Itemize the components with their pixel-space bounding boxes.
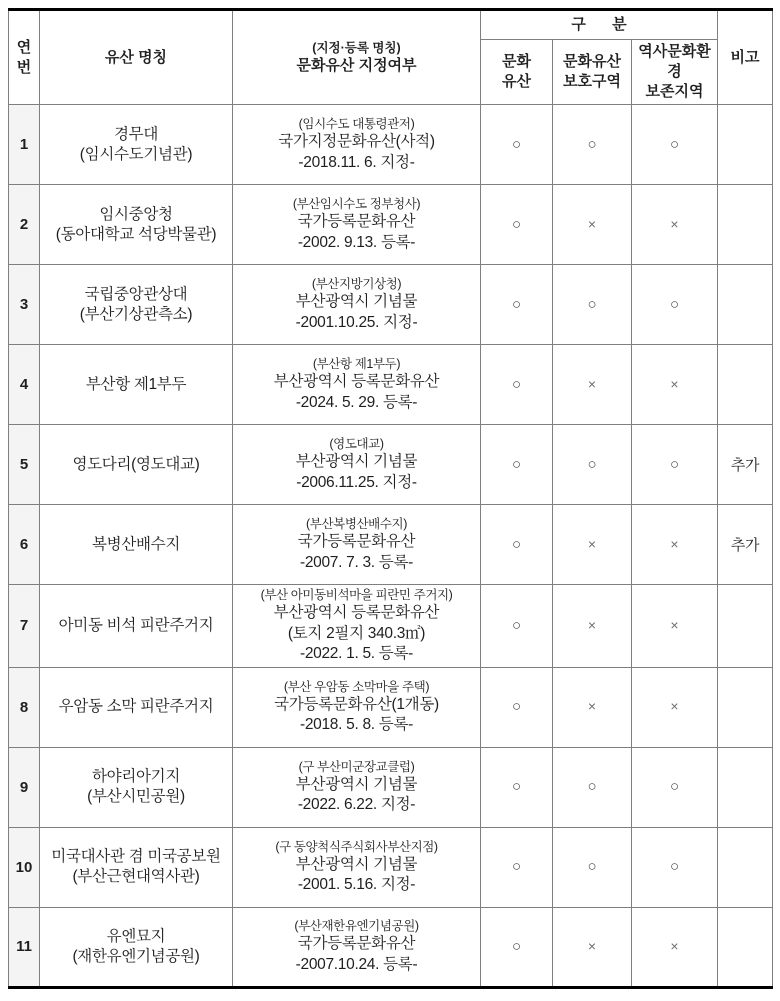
heritage-mark: ○ [511, 616, 522, 634]
heritage-name-line: 하야리아기지 [91, 768, 181, 785]
cell-no [9, 265, 40, 345]
preservation-area-mark: × [670, 616, 679, 633]
table-row [9, 505, 773, 585]
designation-detail-line: -2018. 5. 8. 등록- [299, 716, 414, 733]
cell-designation [233, 345, 481, 425]
designation-alias-line: (영도대교) [329, 437, 384, 451]
cell-no [9, 345, 40, 425]
row-number: 8 [19, 698, 29, 716]
cell-mark-protection-zone [553, 425, 632, 505]
cell-name [40, 185, 233, 265]
note-text: 추가 [730, 457, 760, 474]
col-header-group [481, 10, 718, 40]
designation-detail-line: 국가등록문화유산(1개동) [274, 695, 439, 713]
protection-zone-mark: × [587, 698, 597, 714]
cell-name [40, 105, 233, 185]
heritage-mark: ○ [511, 535, 522, 553]
table-row [9, 345, 773, 425]
heritage-name-line: (부산시민공원) [87, 788, 185, 805]
designation-detail-line: 국가등록문화유산 [297, 213, 416, 230]
cell-note [718, 185, 773, 265]
cell-name [40, 667, 233, 747]
heritage-name-line: (임시수도기념관) [79, 145, 193, 163]
cell-note [718, 827, 773, 907]
designation-detail-line: 국가등록문화유산 [297, 935, 416, 952]
cell-note [718, 105, 773, 185]
table-row [9, 185, 773, 265]
cell-designation [233, 585, 481, 668]
heritage-name-line: 영도다리(영도대교) [72, 455, 200, 473]
designation-detail-line: -2024. 5. 29. 등록- [295, 393, 418, 411]
cell-mark-heritage [481, 667, 553, 747]
col-header-heritage-line1: 문화 [502, 53, 531, 70]
cell-note [718, 747, 773, 827]
heritage-name-line: (동아대학교 석당박물관) [55, 225, 217, 243]
designation-alias-line: (부산임시수도 정부청사) [292, 197, 421, 211]
cell-mark-protection-zone [553, 505, 632, 585]
cell-mark-preservation-area [632, 345, 718, 425]
cell-no [9, 585, 40, 668]
table-row [9, 667, 773, 747]
cell-mark-preservation-area [632, 667, 718, 747]
designation-detail-line: 부산광역시 기념물 [295, 855, 418, 873]
row-number: 5 [19, 456, 29, 473]
cell-note [718, 425, 773, 505]
designation-alias-line: (부산복병산배수지) [306, 517, 407, 531]
table-row [9, 585, 773, 668]
preservation-area-mark: ○ [669, 135, 680, 153]
designation-detail-line: 부산광역시 등록문화유산 [273, 604, 440, 621]
designation-detail-line: 부산광역시 기념물 [295, 293, 418, 310]
cell-mark-heritage [481, 907, 553, 987]
table-row [9, 425, 773, 505]
cell-note [718, 505, 773, 585]
designation-alias-line: (구 부산미군장교클럽) [298, 759, 415, 774]
heritage-name-line: 경무대 [113, 125, 159, 143]
cell-mark-heritage [481, 585, 553, 668]
table-row [9, 907, 773, 987]
cell-no [9, 747, 40, 827]
cell-mark-heritage [481, 265, 553, 345]
heritage-mark: ○ [511, 295, 522, 313]
heritage-mark: ○ [511, 937, 522, 955]
col-header-protection-zone [553, 40, 632, 105]
row-number: 1 [19, 136, 29, 153]
row-number: 3 [19, 296, 29, 313]
cell-mark-preservation-area [632, 425, 718, 505]
cell-mark-protection-zone [553, 265, 632, 345]
row-number: 9 [19, 778, 29, 796]
heritage-name-line: 아미동 비석 피란주거지 [58, 616, 214, 634]
cell-name [40, 505, 233, 585]
cell-name [40, 907, 233, 987]
group-label: 구 분 [571, 16, 627, 33]
designation-alias-line: (부산 우암동 소막마을 주택) [283, 679, 430, 694]
col-header-designation-main: 문화유산 지정여부 [296, 56, 417, 74]
cell-designation [233, 265, 481, 345]
preservation-area-mark: × [670, 535, 679, 552]
protection-zone-mark: × [587, 937, 597, 954]
designation-alias-line: (부산 아미동비석마을 피란민 주거지) [260, 588, 453, 602]
designation-detail-line: -2002. 9.13. 등록- [297, 233, 416, 251]
preservation-area-mark: × [670, 215, 679, 232]
heritage-name-line: 임시중앙청 [99, 205, 173, 223]
note-text: 추가 [730, 537, 760, 554]
protection-zone-mark: ○ [587, 858, 597, 875]
designation-detail-line: -2007. 7. 3. 등록- [299, 553, 414, 571]
designation-alias-line: (부산항 제1부두) [312, 357, 401, 371]
cell-mark-protection-zone [553, 667, 632, 747]
cell-mark-heritage [481, 425, 553, 505]
cell-mark-heritage [481, 747, 553, 827]
protection-zone-mark: ○ [587, 135, 597, 153]
cell-designation [233, 747, 481, 827]
designation-alias-line: (부산재한유엔기념공원) [294, 919, 419, 933]
protection-zone-mark: ○ [587, 295, 597, 313]
table-header [9, 10, 773, 105]
cell-designation [233, 105, 481, 185]
cell-mark-protection-zone [553, 185, 632, 265]
cell-designation [233, 425, 481, 505]
cell-no [9, 827, 40, 907]
preservation-area-mark: × [670, 698, 679, 714]
heritage-name-line: (부산기상관측소) [79, 305, 193, 323]
cell-mark-preservation-area [632, 747, 718, 827]
heritage-mark: ○ [511, 455, 522, 473]
designation-detail-line: -2022. 1. 5. 등록- [299, 645, 414, 662]
cell-designation [233, 827, 481, 907]
cell-no [9, 105, 40, 185]
preservation-area-mark: ○ [669, 455, 680, 473]
preservation-area-mark: × [670, 937, 679, 954]
designation-detail-line: 부산광역시 기념물 [295, 775, 418, 793]
table-row [9, 827, 773, 907]
designation-detail-line: (토지 2필지 340.3㎡) [287, 624, 426, 642]
cell-mark-heritage [481, 185, 553, 265]
cell-note [718, 265, 773, 345]
cell-name [40, 345, 233, 425]
designation-alias-line: (임시수도 대통령관저) [298, 117, 415, 131]
designation-detail-line: 국가지정문화유산(사적) [278, 133, 435, 150]
col-header-name: 유산 명칭 [40, 10, 233, 105]
protection-zone-mark: ○ [587, 455, 597, 473]
table-row [9, 105, 773, 185]
heritage-mark: ○ [511, 698, 522, 715]
table-row [9, 265, 773, 345]
cell-note [718, 585, 773, 668]
cell-mark-preservation-area [632, 827, 718, 907]
cell-mark-preservation-area [632, 265, 718, 345]
heritage-name-line: 유엔묘지 [106, 927, 166, 945]
cell-mark-heritage [481, 345, 553, 425]
heritage-name-line: (재한유엔기념공원) [72, 947, 200, 965]
designation-alias-line: (구 동양척식주식회사부산지점) [275, 839, 438, 854]
col-header-heritage [481, 40, 553, 105]
cell-designation [233, 907, 481, 987]
protection-zone-mark: × [587, 616, 597, 633]
cell-mark-protection-zone [553, 747, 632, 827]
cell-mark-preservation-area [632, 105, 718, 185]
heritage-mark: ○ [511, 215, 522, 233]
preservation-area-mark: × [670, 375, 679, 392]
preservation-area-mark: ○ [669, 295, 680, 313]
designation-detail-line: 부산광역시 기념물 [295, 453, 418, 470]
heritage-name-line: (부산근현대역사관) [72, 868, 200, 885]
cell-mark-heritage [481, 827, 553, 907]
cell-mark-heritage [481, 105, 553, 185]
row-number: 10 [15, 858, 33, 876]
cell-name [40, 585, 233, 668]
heritage-mark: ○ [511, 858, 522, 875]
cell-mark-protection-zone [553, 585, 632, 668]
cell-mark-preservation-area [632, 505, 718, 585]
cell-designation [233, 667, 481, 747]
col-header-designation [233, 10, 481, 105]
col-header-protection-line1: 문화유산 [563, 53, 621, 70]
cell-name [40, 827, 233, 907]
cell-mark-heritage [481, 505, 553, 585]
row-number: 11 [16, 938, 32, 955]
cell-no [9, 907, 40, 987]
heritage-name-line: 부산항 제1부두 [85, 375, 187, 393]
cell-designation [233, 505, 481, 585]
row-number: 6 [19, 536, 29, 553]
designation-detail-line: -2007.10.24. 등록- [295, 955, 418, 973]
cell-mark-protection-zone [553, 105, 632, 185]
preservation-area-mark: ○ [669, 778, 680, 795]
cell-name [40, 265, 233, 345]
table-row [9, 747, 773, 827]
designation-detail-line: -2018.11. 6. 지정- [298, 153, 415, 171]
col-header-protection-line2: 보호구역 [563, 73, 621, 90]
designation-detail-line: -2022. 6.22. 지정- [297, 796, 416, 813]
cell-mark-protection-zone [553, 827, 632, 907]
protection-zone-mark: × [587, 215, 597, 232]
col-header-no: 연번 [9, 10, 40, 105]
col-header-preservation-area [632, 40, 718, 105]
heritage-mark: ○ [511, 375, 522, 393]
protection-zone-mark: ○ [587, 778, 597, 795]
cell-name [40, 425, 233, 505]
cell-mark-preservation-area [632, 585, 718, 668]
heritage-name-line: 우암동 소막 피란주거지 [58, 698, 214, 715]
heritage-name-line: 복병산배수지 [91, 535, 181, 553]
heritage-table [8, 8, 773, 989]
designation-detail-line: -2001. 5.16. 지정- [297, 876, 416, 893]
heritage-mark: ○ [511, 778, 522, 795]
cell-no [9, 425, 40, 505]
row-number: 4 [19, 376, 29, 393]
cell-note [718, 667, 773, 747]
protection-zone-mark: × [587, 375, 597, 392]
cell-no [9, 185, 40, 265]
cell-note [718, 345, 773, 425]
col-header-heritage-line2: 유산 [502, 73, 531, 90]
cell-no [9, 667, 40, 747]
heritage-name-line: 국립중앙관상대 [84, 285, 188, 303]
cell-no [9, 505, 40, 585]
row-number: 7 [19, 617, 29, 635]
protection-zone-mark: × [587, 535, 597, 552]
cell-note [718, 907, 773, 987]
table-body [9, 105, 773, 988]
preservation-area-mark: ○ [669, 858, 680, 875]
col-header-preservation-line1: 역사문화환경 [638, 43, 711, 80]
col-header-preservation-line2: 보존지역 [645, 83, 704, 100]
cell-mark-protection-zone [553, 345, 632, 425]
cell-designation [233, 185, 481, 265]
designation-detail-line: 국가등록문화유산 [297, 533, 416, 550]
row-number: 2 [19, 216, 29, 233]
designation-detail-line: -2001.10.25. 지정- [295, 313, 418, 331]
cell-mark-preservation-area [632, 185, 718, 265]
designation-detail-line: -2006.11.25. 지정- [296, 473, 417, 491]
heritage-name-line: 미국대사관 겸 미국공보원 [51, 848, 221, 865]
designation-detail-line: 부산광역시 등록문화유산 [273, 373, 440, 390]
cell-name [40, 747, 233, 827]
heritage-mark: ○ [511, 135, 522, 153]
cell-mark-preservation-area [632, 907, 718, 987]
designation-alias-line: (부산지방기상청) [311, 277, 402, 291]
col-header-note: 비고 [718, 10, 773, 105]
col-header-designation-sub: (지정·등록 명칭) [312, 40, 401, 55]
cell-mark-protection-zone [553, 907, 632, 987]
